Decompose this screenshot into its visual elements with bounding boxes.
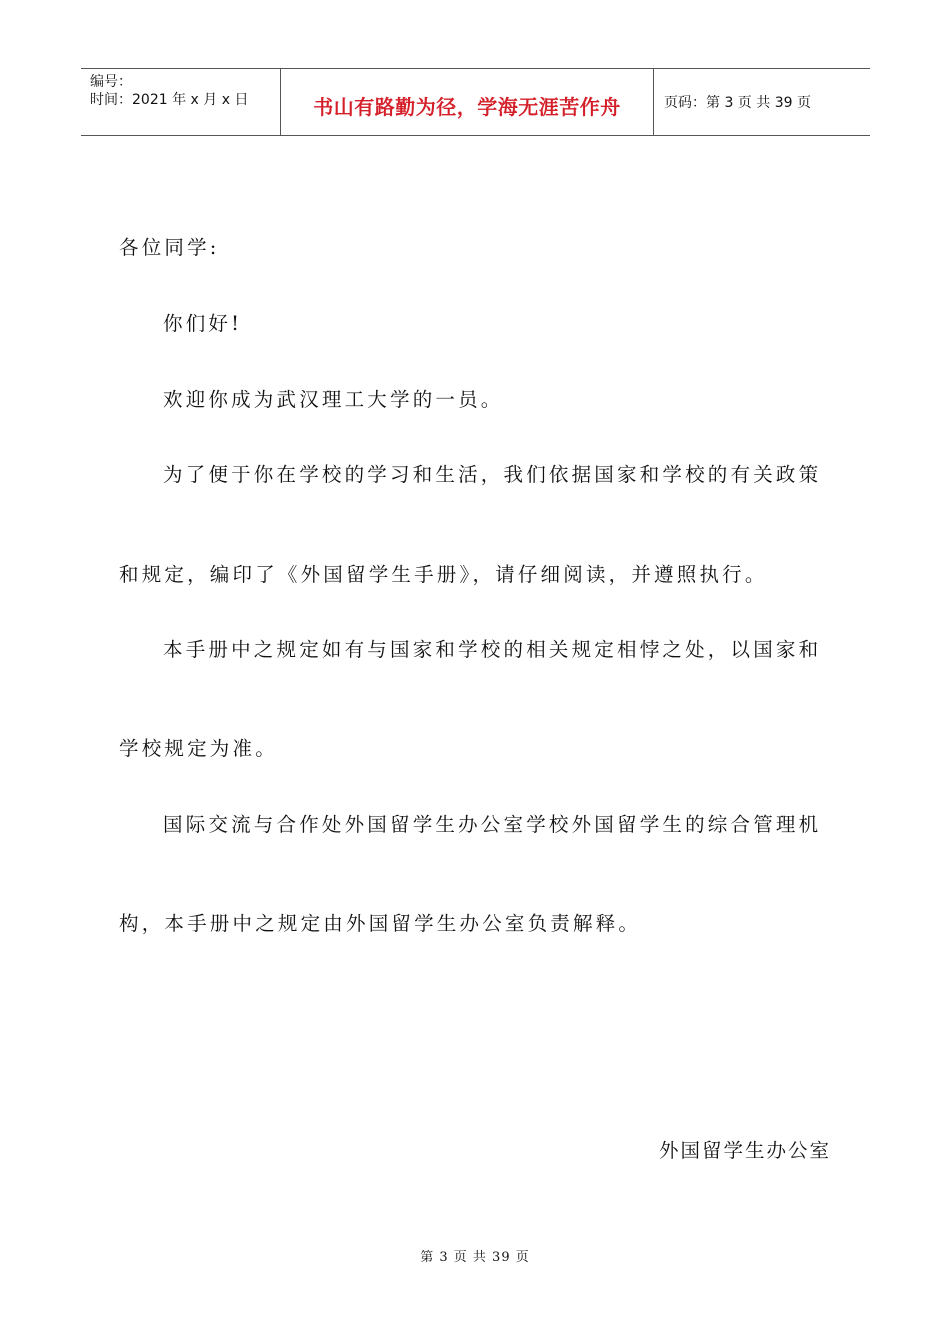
header-meta-cell (81, 69, 281, 135)
letter-signature: 外国留学生办公室 (658, 1139, 831, 1162)
letter-greeting: 各位同学: (119, 236, 220, 259)
header-motto: 书山有路勤为径，学海无涯苦作舟 (313, 94, 621, 119)
paragraph-2-line-1: 本手册中之规定如有与国家和学校的相关规定相悖之处，以国家和 (163, 638, 822, 661)
letter-hello: 你们好! (163, 312, 243, 335)
letter-welcome: 欢迎你成为武汉理工大学的一员。 (163, 388, 504, 411)
header-page-info: 页码：第 3 页 共 39 页 (664, 95, 811, 111)
paragraph-1-line-2: 和规定，编印了《外国留学生手册》，请仔细阅读，并遵照执行。 (119, 563, 768, 586)
paragraph-2-line-2: 学校规定为准。 (119, 737, 278, 760)
header-page-cell (654, 69, 870, 135)
header-number-label: 编号： (90, 74, 132, 90)
paragraph-1-line-1: 为了便于你在学校的学习和生活，我们依据国家和学校的有关政策 (163, 463, 822, 486)
page-footer: 第 3 页 共 39 页 (420, 1250, 530, 1265)
header-time-label: 时间：2021 年 x 月 x 日 (90, 92, 249, 108)
paragraph-3-line-1: 国际交流与合作处外国留学生办公室学校外国留学生的综合管理机 (163, 813, 822, 836)
document-header (81, 68, 870, 136)
paragraph-3-line-2: 构，本手册中之规定由外国留学生办公室负责解释。 (119, 912, 642, 935)
header-motto-cell (281, 69, 654, 135)
